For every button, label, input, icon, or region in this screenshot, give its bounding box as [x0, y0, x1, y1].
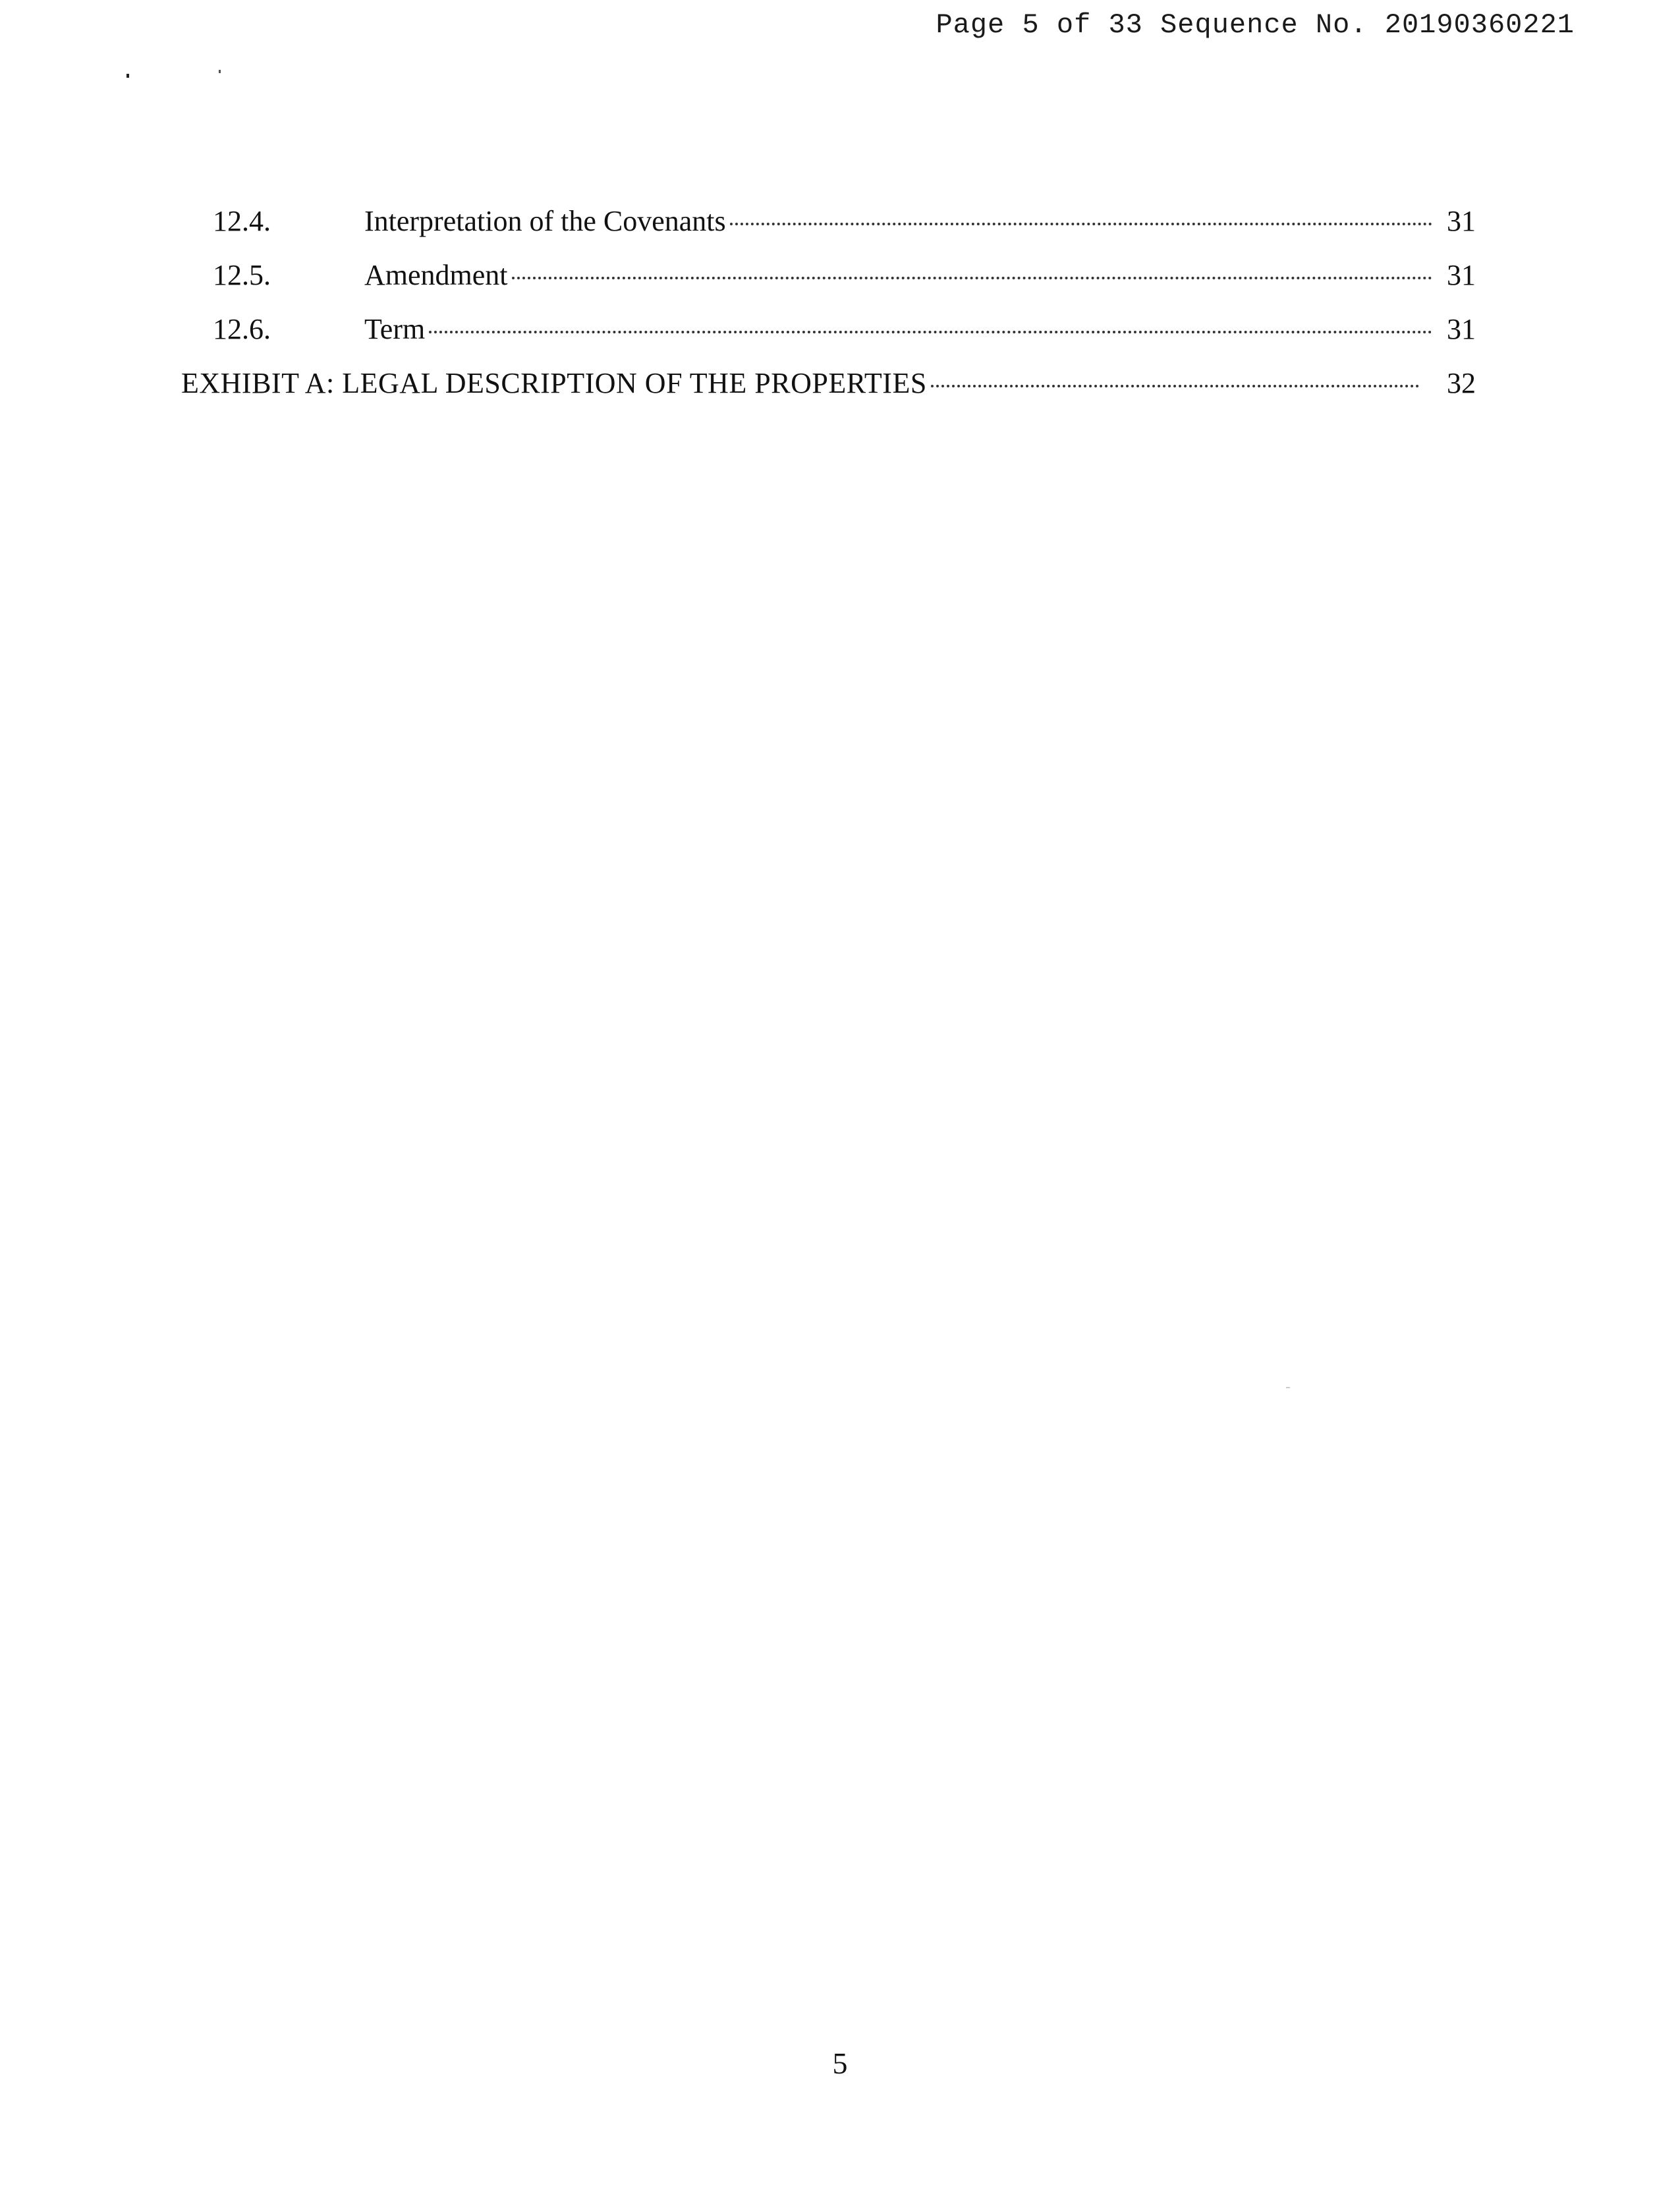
toc-exhibit-page: 32 [1447, 367, 1476, 399]
dot-leader [512, 277, 1432, 279]
toc-entry-page: 31 [1447, 205, 1476, 237]
dot-leader [429, 331, 1432, 333]
dot-leader [931, 385, 1419, 387]
toc-entry-title: Interpretation of the Covenants [364, 205, 726, 237]
toc-entry[interactable] [181, 204, 1476, 258]
scan-smudge [1286, 1387, 1290, 1388]
toc-exhibit-title: EXHIBIT A: LEGAL DESCRIPTION OF THE PROPERTIES [181, 367, 927, 399]
scan-artifacts [125, 69, 231, 82]
toc-entry-number: 12.6. [213, 313, 271, 345]
toc-entry-title: Term [364, 313, 426, 345]
dot-leader [730, 223, 1432, 225]
toc-entry[interactable] [181, 258, 1476, 312]
toc-entry-page: 31 [1447, 313, 1476, 345]
toc-entry-title: Amendment [364, 259, 508, 291]
page-number: 5 [832, 2046, 848, 2080]
toc-entry[interactable] [181, 312, 1476, 366]
toc-exhibit-entry[interactable] [181, 366, 1476, 420]
table-of-contents [181, 204, 1476, 420]
toc-entry-number: 12.5. [213, 259, 271, 291]
toc-entry-number: 12.4. [213, 205, 271, 237]
toc-entry-page: 31 [1447, 259, 1476, 291]
header-stamp: Page 5 of 33 Sequence No. 20190360221 [936, 9, 1575, 41]
